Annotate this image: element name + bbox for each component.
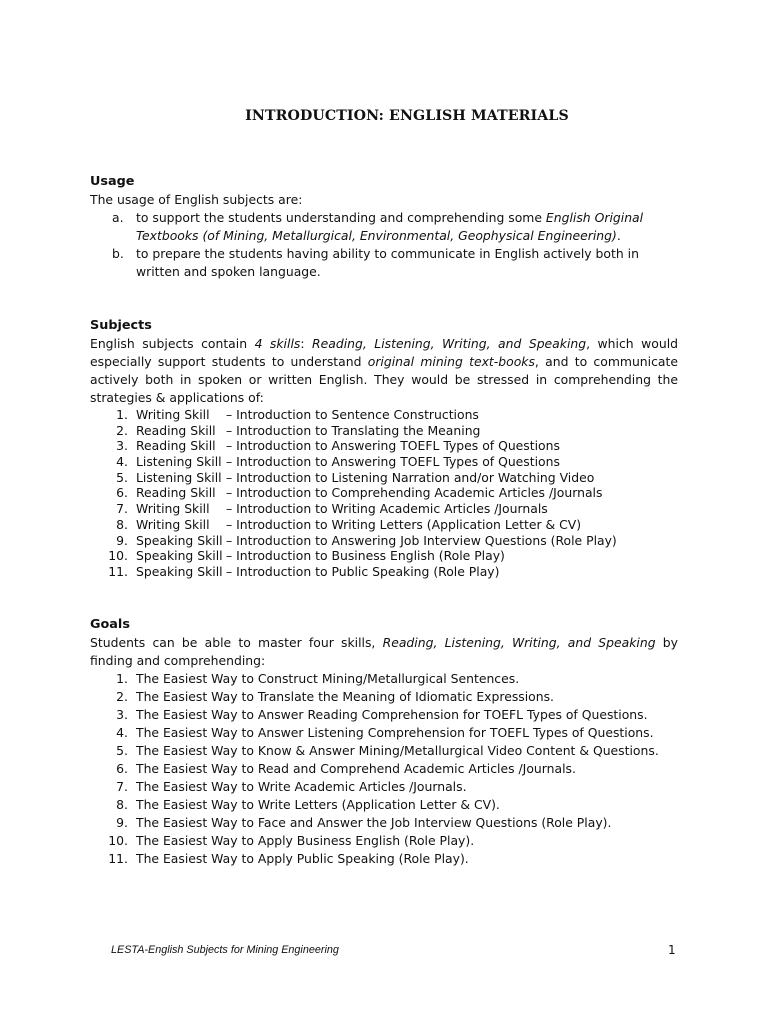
subjects-section: [90, 317, 678, 580]
subjects-heading: Subjects: [90, 318, 152, 333]
list-number: 7.: [116, 779, 128, 794]
subjects-text-1: English subjects contain: [90, 336, 255, 351]
goal-text: The Easiest Way to Write Academic Articles /Journals.: [136, 779, 467, 794]
usage-item-b-text: to prepare the students having ability to communicate in English actively both in written and spoken language.: [136, 246, 639, 279]
skill-name: Reading Skill: [136, 485, 216, 501]
goal-list-item: [90, 688, 678, 706]
skill-name: Writing Skill: [136, 407, 210, 422]
goal-list-item: [90, 724, 678, 742]
goal-text: The Easiest Way to Face and Answer the Job Interview Questions (Role Play).: [136, 815, 612, 830]
usage-item-a-text: to support the students understanding and comprehending some: [136, 210, 546, 225]
subjects-text-3: , which would especially support students to understand: [90, 336, 679, 369]
goals-text-1: Students can be able to master four skills,: [90, 635, 383, 650]
skill-name: Speaking Skill: [136, 548, 223, 564]
goals-text-2: by finding and comprehending:: [90, 635, 679, 668]
goal-list-item: [90, 670, 678, 688]
skill-list-item: [90, 407, 678, 423]
usage-heading: Usage: [90, 174, 135, 189]
usage-item-a-italic: English Original Textbooks (of Mining, Metallurgical, Environmental, Geophysical Engineering): [136, 210, 644, 243]
goal-list-item: [90, 796, 678, 814]
goal-text: The Easiest Way to Answer Reading Comprehension for TOEFL Types of Questions.: [136, 707, 648, 722]
skill-name: Speaking Skill: [136, 532, 223, 548]
skill-description: – Introduction to Writing Letters (Application Letter & CV): [226, 516, 582, 532]
list-number: 9.: [116, 815, 128, 830]
list-number: 6.: [116, 761, 128, 776]
usage-section: [90, 173, 678, 281]
skill-list-item: [90, 501, 678, 517]
goal-list-item: [90, 742, 678, 760]
skill-list-item: [90, 454, 678, 470]
skill-description: – Introduction to Writing Academic Articles /Journals: [226, 501, 548, 517]
subjects-paragraph: [90, 335, 678, 407]
usage-list: [90, 209, 678, 281]
list-number: 2.: [116, 422, 128, 438]
subjects-text-4: , and to communicate actively both in spoken or written English. They would be stressed in comprehending the strategies & applications of:: [90, 354, 678, 405]
goals-list: [90, 670, 678, 868]
usage-item-a-end: .: [616, 228, 621, 243]
skill-list-item: [90, 548, 678, 564]
subjects-italic-3: original mining text-books: [367, 354, 535, 369]
skill-name: Listening Skill: [136, 454, 222, 470]
footer-text: LESTA-English Subjects for Mining Engineering: [111, 944, 339, 956]
skill-name: Writing Skill: [136, 501, 210, 517]
goal-list-item: [90, 814, 678, 832]
skill-description: – Introduction to Answering Job Interview Questions (Role Play): [226, 532, 617, 548]
skill-list-item: [90, 517, 678, 533]
list-number: 7.: [116, 501, 128, 517]
skills-list: [90, 407, 678, 580]
list-number: 5.: [116, 743, 128, 758]
subjects-italic-2: Reading, Listening, Writing, and Speaking: [312, 336, 587, 351]
skill-name: Speaking Skill: [136, 563, 223, 579]
goal-text: The Easiest Way to Translate the Meaning of Idiomatic Expressions.: [136, 689, 555, 704]
skill-description: – Introduction to Translating the Meaning: [226, 422, 481, 438]
goal-text: The Easiest Way to Write Letters (Application Letter & CV).: [136, 797, 500, 812]
list-marker: a.: [112, 210, 124, 225]
skill-description: – Introduction to Answering TOEFL Types of Questions: [226, 454, 560, 470]
list-number: 8.: [116, 516, 128, 532]
list-number: 10.: [108, 833, 128, 848]
goal-text: The Easiest Way to Answer Listening Comprehension for TOEFL Types of Questions.: [136, 725, 654, 740]
skill-list-item: [90, 438, 678, 454]
list-number: 1.: [116, 407, 128, 422]
goal-list-item: [90, 706, 678, 724]
list-number: 6.: [116, 485, 128, 501]
skill-list-item: [90, 470, 678, 486]
goal-text: The Easiest Way to Construct Mining/Metallurgical Sentences.: [136, 671, 520, 686]
skill-description: – Introduction to Answering TOEFL Types of Questions: [226, 438, 560, 454]
goal-list-item: [90, 760, 678, 778]
skill-description: – Introduction to Public Speaking (Role Play): [226, 563, 500, 579]
list-number: 3.: [116, 707, 128, 722]
usage-item-a: [90, 209, 678, 245]
goals-heading: Goals: [90, 617, 130, 632]
skill-name: Writing Skill: [136, 516, 210, 532]
skill-name: Reading Skill: [136, 438, 216, 454]
skill-list-item: [90, 423, 678, 439]
list-number: 10.: [108, 548, 128, 564]
list-number: 1.: [116, 671, 128, 686]
goals-italic-1: Reading, Listening, Writing, and Speaking: [382, 635, 656, 650]
skill-description: – Introduction to Listening Narration and/or Watching Video: [226, 469, 595, 485]
list-number: 3.: [116, 438, 128, 454]
skill-description: – Introduction to Comprehending Academic Articles /Journals: [226, 485, 603, 501]
skill-description: – Introduction to Sentence Constructions: [226, 407, 479, 422]
list-number: 2.: [116, 689, 128, 704]
page-title: INTRODUCTION: ENGLISH MATERIALS: [245, 108, 569, 124]
goal-text: The Easiest Way to Know & Answer Mining/Metallurgical Video Content & Questions.: [136, 743, 659, 758]
list-number: 4.: [116, 454, 128, 470]
skill-list-item: [90, 564, 678, 580]
list-number: 11.: [108, 563, 128, 579]
skill-list-item: [90, 485, 678, 501]
goals-section: [90, 616, 678, 868]
goal-list-item: [90, 778, 678, 796]
subjects-italic-1: 4 skills: [254, 336, 301, 351]
usage-item-b: [90, 245, 678, 281]
list-number: 5.: [116, 469, 128, 485]
skill-list-item: [90, 533, 678, 549]
skill-name: Reading Skill: [136, 422, 216, 438]
list-number: 11.: [108, 851, 128, 866]
usage-intro: The usage of English subjects are:: [90, 192, 303, 207]
skill-description: – Introduction to Business English (Role Play): [226, 548, 505, 564]
page-number: 1: [668, 943, 676, 957]
list-marker: b.: [112, 246, 124, 261]
skill-name: Listening Skill: [136, 469, 222, 485]
list-number: 9.: [116, 532, 128, 548]
subjects-text-2: :: [300, 336, 313, 351]
list-number: 8.: [116, 797, 128, 812]
list-number: 4.: [116, 725, 128, 740]
goal-text: The Easiest Way to Read and Comprehend Academic Articles /Journals.: [136, 761, 576, 776]
goals-paragraph: [90, 634, 678, 670]
goal-list-item: [90, 832, 678, 850]
goal-text: The Easiest Way to Apply Public Speaking (Role Play).: [136, 851, 469, 866]
goal-list-item: [90, 850, 678, 868]
goal-text: The Easiest Way to Apply Business English (Role Play).: [136, 833, 475, 848]
